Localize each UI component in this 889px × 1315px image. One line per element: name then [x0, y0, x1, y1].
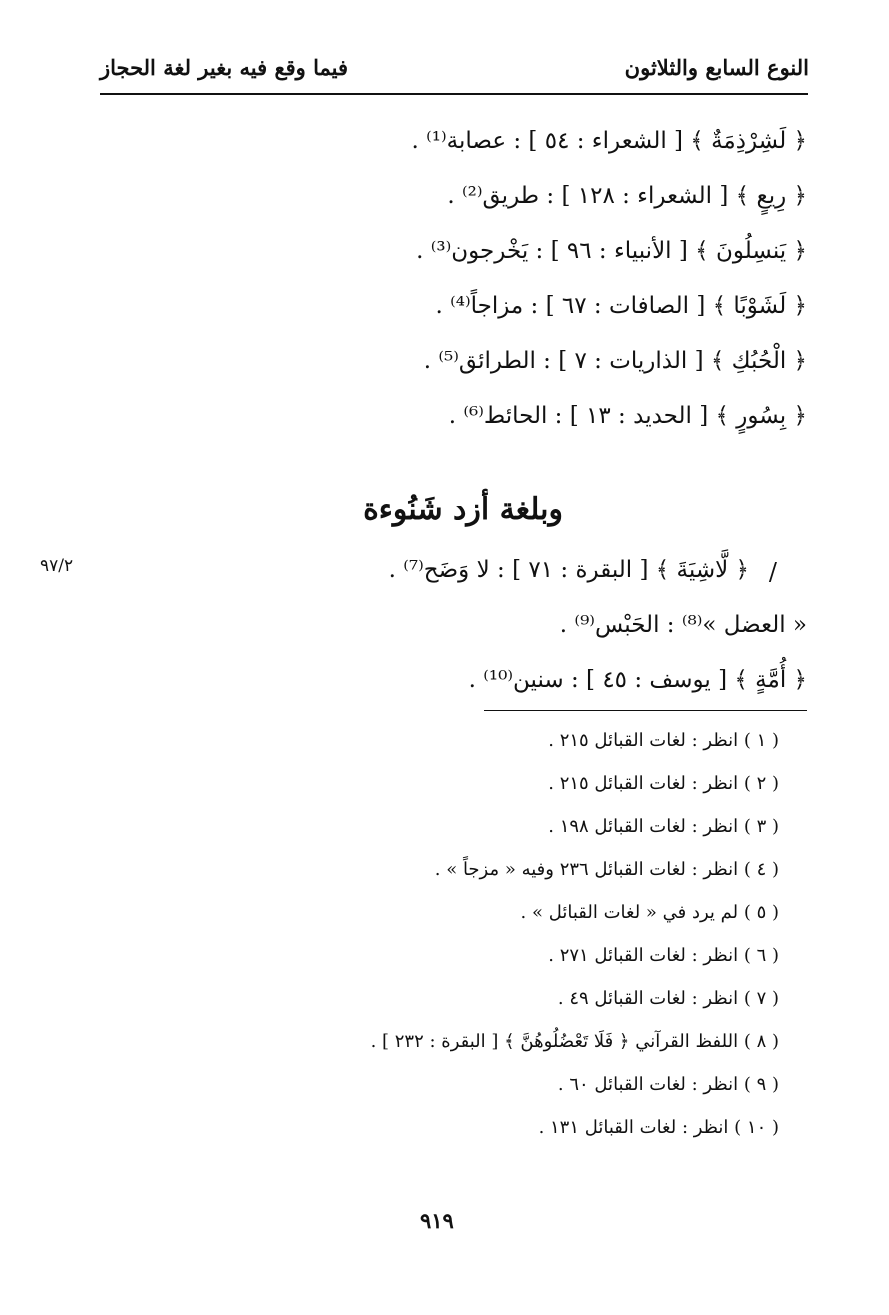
verse-line: « العضل »⁽⁸⁾ : الحَبْس⁽⁹⁾ . [559, 612, 807, 638]
slash-mark: / [768, 558, 777, 586]
verse-line: ﴿ رِيعٍ ﴾ [ الشعراء : ١٢٨ ] : طريق⁽²⁾ . [447, 183, 807, 209]
verse-line: ﴿ لَشِرْذِمَةٌ ﴾ [ الشعراء : ٥٤ ] : عصابة⁽¹⁾ . [411, 128, 807, 154]
footnote: ( ١ ) انظر : لغات القبائل ٢١٥ . [548, 730, 779, 751]
verse-line: ﴿ لَشَوْبًا ﴾ [ الصافات : ٦٧ ] : مزاجاً⁽⁴⁾ . [435, 293, 807, 319]
footnote: ( ٦ ) انظر : لغات القبائل ٢٧١ . [548, 945, 779, 966]
footnote: ( ٥ ) لم يرد في « لغات القبائل » . [520, 902, 779, 923]
verse-line: ﴿ أُمَّةٍ ﴾ [ يوسف : ٤٥ ] : سنين⁽¹⁰⁾ . [468, 667, 807, 693]
footnote: ( ٣ ) انظر : لغات القبائل ١٩٨ . [548, 816, 779, 837]
chapter-title: النوع السابع والثلاثون [624, 55, 809, 80]
footnote: ( ٧ ) انظر : لغات القبائل ٤٩ . [557, 988, 779, 1009]
section-title: فيما وقع فيه بغير لغة الحجاز [100, 55, 349, 80]
verse-line: ﴿ الْحُبُكِ ﴾ [ الذاريات : ٧ ] : الطرائق⁽⁵⁾ . [423, 348, 807, 374]
footnote: ( ٨ ) اللفظ القرآني ﴿ فَلَا تَعْضُلُوهُنَّ ﴾ [ البقرة : ٢٣٢ ] . [370, 1031, 779, 1052]
footnote: ( ١٠ ) انظر : لغات القبائل ١٣١ . [538, 1117, 779, 1138]
verse-line: ﴿ لَّاشِيَةَ ﴾ [ البقرة : ٧١ ] : لا وَضَح⁽⁷⁾ . [388, 557, 749, 583]
margin-reference: ٩٧/٢ [40, 556, 74, 576]
page-number: ٩١٩ [420, 1208, 454, 1233]
header-divider [100, 93, 808, 95]
section-heading: وبلغة أزد شَنُوءة [363, 492, 563, 527]
verse-line: ﴿ بِسُورٍ ﴾ [ الحديد : ١٣ ] : الحائط⁽⁶⁾ . [448, 403, 807, 429]
footnote: ( ٩ ) انظر : لغات القبائل ٦٠ . [557, 1074, 779, 1095]
verse-line: ﴿ يَنسِلُونَ ﴾ [ الأنبياء : ٩٦ ] : يَخْرجون⁽³⁾ . [416, 238, 807, 264]
footnote: ( ٤ ) انظر : لغات القبائل ٢٣٦ وفيه « مزجاً » . [434, 859, 779, 880]
footnote-divider [484, 710, 807, 711]
footnote: ( ٢ ) انظر : لغات القبائل ٢١٥ . [548, 773, 779, 794]
